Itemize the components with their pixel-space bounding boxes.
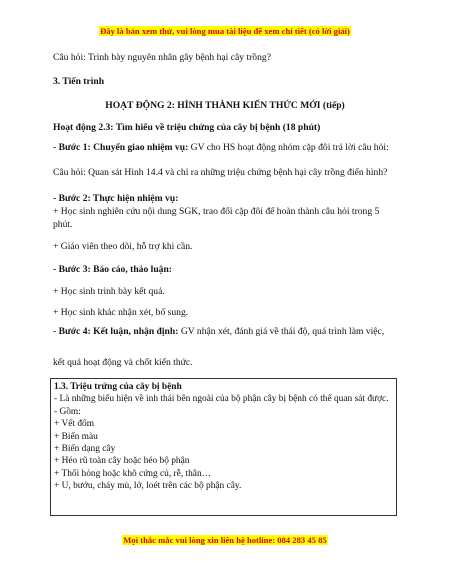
step3-item2: + Học sinh khác nhận xét, bổ sung. — [53, 307, 189, 318]
step2-label: - Bước 2: Thực hiện nhiệm vụ: — [53, 193, 179, 204]
step4-paragraph — [53, 326, 401, 339]
list-item: + Héo rũ toàn cây hoặc héo bộ phận — [54, 456, 190, 467]
list-item: + U, bướu, cháy mù, lở, loét trên các bộ phận cây. — [54, 481, 242, 492]
step2-item1: + Học sinh nghiên cứu nội dung SGK, trao đổi cặp đôi để hoàn thành câu hỏi trong 5 phút. — [53, 206, 380, 230]
step3-item1: + Học sinh trình bày kết quả. — [53, 286, 165, 297]
hotline-banner-text: Mọi thắc mắc vui lòng xin liên hệ hotline: 084 283 45 85 — [123, 535, 327, 545]
summary-gom: - Gồm: — [54, 406, 81, 417]
sub-activity-title: Hoạt động 2.3: Tìm hiểu về triệu chứng của cây bị bệnh (18 phút) — [53, 122, 321, 133]
list-item: + Vết đốm — [54, 419, 95, 430]
preview-banner — [0, 26, 450, 36]
step3-label: - Bước 3: Báo cáo, thảo luận: — [53, 264, 172, 275]
summary-intro: - Là những biểu hiện về inh thái bên ngoài của bộ phận cây bị bệnh có thể quan sát được. — [54, 394, 389, 405]
hotline-banner — [0, 535, 450, 545]
step4-label: - Bước 4: Kết luận, nhận định: — [53, 326, 179, 337]
step4-continuation: kết quả hoạt động và chốt kiến thức. — [53, 357, 193, 368]
summary-title: 1.3. Triệu trứng của cây bị bệnh — [54, 382, 182, 392]
activity-title: HOẠT ĐỘNG 2: HÌNH THÀNH KIẾN THỨC MỚI (tiếp) — [105, 100, 345, 111]
summary-box — [50, 378, 397, 516]
section-heading: 3. Tiến trình — [53, 76, 105, 87]
step1-question: Câu hỏi: Quan sát Hình 14.4 và chỉ ra những triệu chứng bệnh hại cây trồng điển hình? — [53, 167, 388, 178]
step1-paragraph — [53, 142, 401, 155]
list-item: + Thối hỏng hoặc khô cứng củ, rễ, thân… — [54, 468, 212, 479]
list-item: + Biến dạng cây — [54, 444, 116, 455]
step1-text: GV cho HS hoạt động nhóm cặp đôi trả lời câu hỏi: — [188, 142, 389, 153]
list-item: + Biến màu — [54, 431, 98, 442]
question-text: Câu hỏi: Trình bày nguyên nhân gây bệnh hại cây trồng? — [53, 52, 271, 63]
step4-text: GV nhận xét, đánh giá về thái độ, quá trình làm việc, — [178, 326, 385, 337]
preview-banner-text: Đây là bản xem thử, vui lòng mua tài liệu để xem chi tiết (có lời giải) — [100, 26, 350, 36]
step2-item2: + Giáo viên theo dõi, hỗ trợ khi cần. — [53, 241, 193, 252]
step1-label: - Bước 1: Chuyển giao nhiệm vụ: — [53, 142, 189, 153]
